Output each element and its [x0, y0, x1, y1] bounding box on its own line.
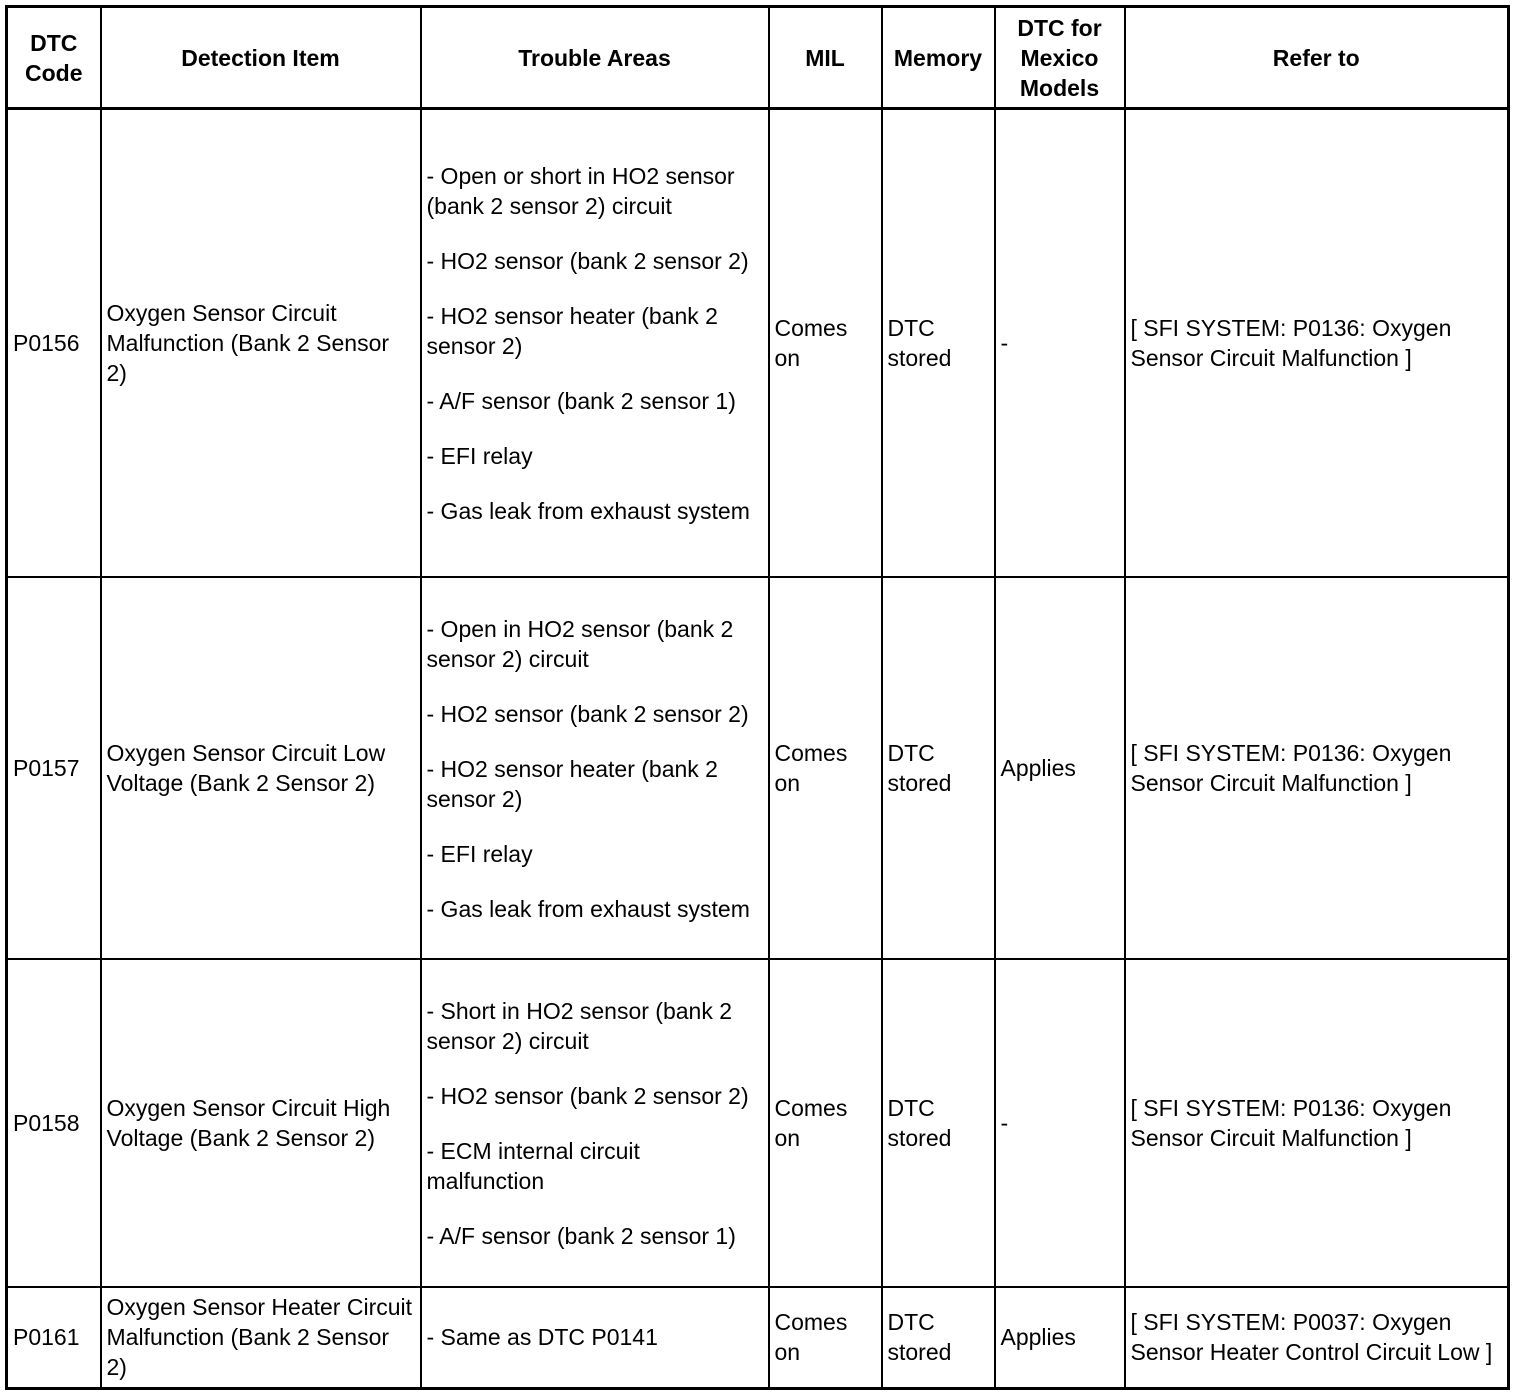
trouble-area-item: - Short in HO2 sensor (bank 2 sensor 2) circuit — [426, 998, 733, 1054]
dtc-table — [5, 5, 1510, 1390]
mexico-cell: Applies — [995, 577, 1125, 959]
trouble-area-item: - ECM internal circuit malfunction — [426, 1138, 640, 1194]
trouble-areas-cell — [421, 959, 769, 1287]
refer-to-link[interactable]: [ SFI SYSTEM: P0136: Oxygen Sensor Circuit Malfunction ] — [1125, 109, 1509, 577]
mexico-cell: Applies — [995, 1287, 1125, 1389]
trouble-area-item: - EFI relay — [426, 840, 533, 867]
mil-cell: Comes on — [769, 109, 882, 577]
memory-cell: DTC stored — [882, 109, 995, 577]
trouble-areas-cell — [421, 1287, 769, 1389]
table-header-row — [7, 7, 1509, 109]
header-mil: MIL — [769, 7, 882, 109]
trouble-area-item: - HO2 sensor heater (bank 2 sensor 2) — [426, 755, 718, 812]
detection-item-cell: Oxygen Sensor Circuit Low Voltage (Bank 2 Sensor 2) — [101, 577, 421, 959]
mexico-cell: - — [995, 109, 1125, 577]
detection-item-cell: Oxygen Sensor Circuit High Voltage (Bank 2 Sensor 2) — [101, 959, 421, 1287]
header-dtc-code: DTC Code — [7, 7, 101, 109]
mil-cell: Comes on — [769, 959, 882, 1287]
header-memory: Memory — [882, 7, 995, 109]
mil-cell: Comes on — [769, 577, 882, 959]
dtc-code-cell: P0161 — [7, 1287, 101, 1389]
trouble-area-item: - Gas leak from exhaust system — [426, 498, 750, 525]
memory-cell: DTC stored — [882, 1287, 995, 1389]
refer-to-link[interactable]: [ SFI SYSTEM: P0037: Oxygen Sensor Heater Control Circuit Low ] — [1125, 1287, 1509, 1389]
trouble-area-item: - EFI relay — [426, 443, 533, 470]
table-row — [7, 1287, 1509, 1389]
header-dtc-mexico: DTC for Mexico Models — [995, 7, 1125, 109]
detection-item-cell: Oxygen Sensor Circuit Malfunction (Bank 2 Sensor 2) — [101, 109, 421, 577]
header-detection-item: Detection Item — [101, 7, 421, 109]
table-row — [7, 577, 1509, 959]
trouble-area-item: - Open in HO2 sensor (bank 2 sensor 2) circuit — [426, 615, 734, 672]
mexico-cell: - — [995, 959, 1125, 1287]
table-row — [7, 959, 1509, 1287]
trouble-area-item: - A/F sensor (bank 2 sensor 1) — [426, 388, 736, 415]
header-refer-to: Refer to — [1125, 7, 1509, 109]
refer-to-link[interactable]: [ SFI SYSTEM: P0136: Oxygen Sensor Circuit Malfunction ] — [1125, 577, 1509, 959]
refer-to-link[interactable]: [ SFI SYSTEM: P0136: Oxygen Sensor Circuit Malfunction ] — [1125, 959, 1509, 1287]
trouble-area-item: - HO2 sensor heater (bank 2 sensor 2) — [426, 303, 718, 360]
dtc-code-cell: P0156 — [7, 109, 101, 577]
trouble-areas-cell — [421, 577, 769, 959]
trouble-area-item: - HO2 sensor (bank 2 sensor 2) — [426, 700, 749, 727]
dtc-code-cell: P0158 — [7, 959, 101, 1287]
dtc-code-cell: P0157 — [7, 577, 101, 959]
trouble-area-item: - Same as DTC P0141 — [426, 1324, 658, 1351]
trouble-area-item: - Gas leak from exhaust system — [426, 895, 750, 922]
trouble-area-item: - Open or short in HO2 sensor (bank 2 sensor 2) circuit — [426, 163, 735, 220]
trouble-area-item: - A/F sensor (bank 2 sensor 1) — [426, 1223, 736, 1249]
trouble-area-item: - HO2 sensor (bank 2 sensor 2) — [426, 248, 749, 275]
trouble-area-item: - HO2 sensor (bank 2 sensor 2) — [426, 1083, 749, 1109]
detection-item-cell: Oxygen Sensor Heater Circuit Malfunction (Bank 2 Sensor 2) — [101, 1287, 421, 1389]
memory-cell: DTC stored — [882, 959, 995, 1287]
mil-cell: Comes on — [769, 1287, 882, 1389]
header-trouble-areas: Trouble Areas — [421, 7, 769, 109]
trouble-areas-cell — [421, 109, 769, 577]
memory-cell: DTC stored — [882, 577, 995, 959]
table-row — [7, 109, 1509, 577]
